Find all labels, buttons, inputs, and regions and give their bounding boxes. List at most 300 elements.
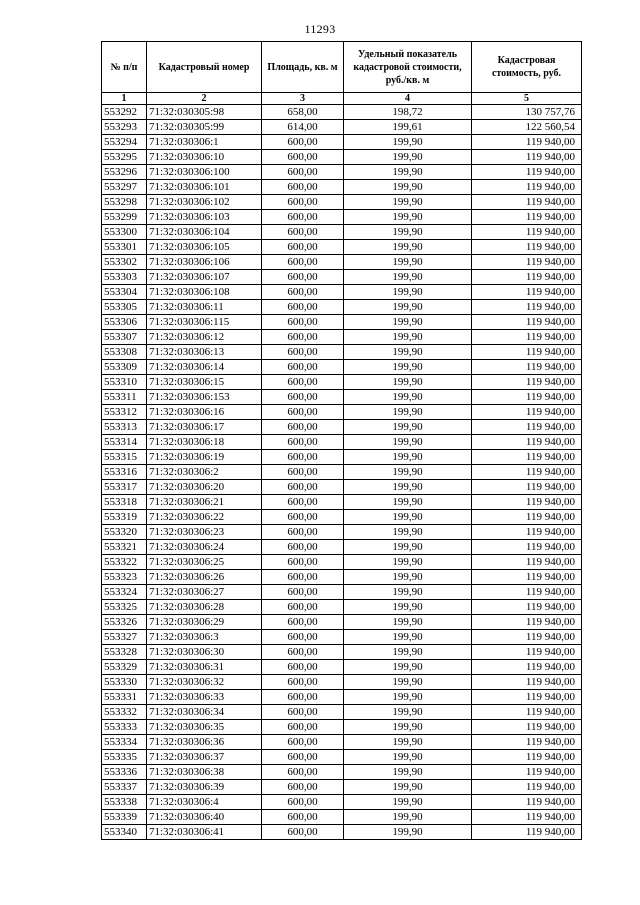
column-number: 3 bbox=[262, 93, 344, 105]
cell-area: 600,00 bbox=[262, 165, 344, 180]
cell-row-number: 553309 bbox=[102, 360, 147, 375]
cell-specific-value: 199,90 bbox=[344, 675, 472, 690]
cell-cadastral-number: 71:32:030306:22 bbox=[147, 510, 262, 525]
cell-specific-value: 199,90 bbox=[344, 345, 472, 360]
cell-specific-value: 198,72 bbox=[344, 105, 472, 120]
cell-specific-value: 199,90 bbox=[344, 150, 472, 165]
cell-row-number: 553308 bbox=[102, 345, 147, 360]
table-row bbox=[102, 525, 582, 540]
cell-area: 600,00 bbox=[262, 270, 344, 285]
cell-specific-value: 199,90 bbox=[344, 285, 472, 300]
cell-specific-value: 199,90 bbox=[344, 555, 472, 570]
table-row bbox=[102, 465, 582, 480]
table-row bbox=[102, 810, 582, 825]
cell-row-number: 553305 bbox=[102, 300, 147, 315]
cell-cadastral-number: 71:32:030306:26 bbox=[147, 570, 262, 585]
table-row bbox=[102, 510, 582, 525]
cell-row-number: 553340 bbox=[102, 825, 147, 840]
cell-area: 600,00 bbox=[262, 285, 344, 300]
cell-cadastral-value: 119 940,00 bbox=[472, 225, 582, 240]
cell-area: 600,00 bbox=[262, 195, 344, 210]
cell-row-number: 553316 bbox=[102, 465, 147, 480]
cell-row-number: 553328 bbox=[102, 645, 147, 660]
cell-specific-value: 199,90 bbox=[344, 720, 472, 735]
table-row bbox=[102, 345, 582, 360]
cell-row-number: 553326 bbox=[102, 615, 147, 630]
cell-specific-value: 199,61 bbox=[344, 120, 472, 135]
cell-row-number: 553332 bbox=[102, 705, 147, 720]
cell-area: 600,00 bbox=[262, 210, 344, 225]
cell-cadastral-value: 119 940,00 bbox=[472, 510, 582, 525]
table-row bbox=[102, 570, 582, 585]
cell-cadastral-value: 119 940,00 bbox=[472, 750, 582, 765]
cell-area: 600,00 bbox=[262, 390, 344, 405]
cell-specific-value: 199,90 bbox=[344, 600, 472, 615]
table-row bbox=[102, 780, 582, 795]
cell-cadastral-value: 119 940,00 bbox=[472, 300, 582, 315]
table-row bbox=[102, 435, 582, 450]
cell-specific-value: 199,90 bbox=[344, 570, 472, 585]
cell-cadastral-value: 119 940,00 bbox=[472, 495, 582, 510]
cell-cadastral-number: 71:32:030306:19 bbox=[147, 450, 262, 465]
cell-specific-value: 199,90 bbox=[344, 330, 472, 345]
table-row bbox=[102, 300, 582, 315]
cell-area: 600,00 bbox=[262, 300, 344, 315]
table-row bbox=[102, 225, 582, 240]
cell-cadastral-value: 119 940,00 bbox=[472, 705, 582, 720]
cell-cadastral-value: 119 940,00 bbox=[472, 405, 582, 420]
cell-area: 600,00 bbox=[262, 375, 344, 390]
table-row bbox=[102, 450, 582, 465]
cell-area: 600,00 bbox=[262, 570, 344, 585]
cell-cadastral-number: 71:32:030306:41 bbox=[147, 825, 262, 840]
cell-cadastral-number: 71:32:030306:16 bbox=[147, 405, 262, 420]
cell-specific-value: 199,90 bbox=[344, 645, 472, 660]
table-row bbox=[102, 165, 582, 180]
cell-specific-value: 199,90 bbox=[344, 390, 472, 405]
table-header-row bbox=[102, 42, 582, 93]
cell-cadastral-number: 71:32:030306:106 bbox=[147, 255, 262, 270]
cell-cadastral-number: 71:32:030306:20 bbox=[147, 480, 262, 495]
cell-row-number: 553304 bbox=[102, 285, 147, 300]
cell-cadastral-value: 119 940,00 bbox=[472, 135, 582, 150]
table-row bbox=[102, 660, 582, 675]
table-row bbox=[102, 675, 582, 690]
cell-row-number: 553324 bbox=[102, 585, 147, 600]
cell-cadastral-value: 119 940,00 bbox=[472, 420, 582, 435]
cell-specific-value: 199,90 bbox=[344, 375, 472, 390]
cell-row-number: 553329 bbox=[102, 660, 147, 675]
table-row bbox=[102, 735, 582, 750]
cell-area: 600,00 bbox=[262, 480, 344, 495]
cell-cadastral-number: 71:32:030306:24 bbox=[147, 540, 262, 555]
cell-cadastral-value: 119 940,00 bbox=[472, 345, 582, 360]
table-row bbox=[102, 180, 582, 195]
table-row bbox=[102, 240, 582, 255]
cell-specific-value: 199,90 bbox=[344, 705, 472, 720]
table-row bbox=[102, 495, 582, 510]
cell-cadastral-value: 119 940,00 bbox=[472, 660, 582, 675]
cell-area: 600,00 bbox=[262, 555, 344, 570]
cell-cadastral-value: 119 940,00 bbox=[472, 555, 582, 570]
cell-row-number: 553294 bbox=[102, 135, 147, 150]
cell-area: 600,00 bbox=[262, 630, 344, 645]
cell-row-number: 553292 bbox=[102, 105, 147, 120]
cell-area: 600,00 bbox=[262, 795, 344, 810]
cell-area: 600,00 bbox=[262, 495, 344, 510]
cell-row-number: 553314 bbox=[102, 435, 147, 450]
cell-row-number: 553303 bbox=[102, 270, 147, 285]
cell-cadastral-value: 119 940,00 bbox=[472, 615, 582, 630]
cell-specific-value: 199,90 bbox=[344, 420, 472, 435]
cell-cadastral-value: 119 940,00 bbox=[472, 240, 582, 255]
cell-cadastral-value: 119 940,00 bbox=[472, 720, 582, 735]
cell-cadastral-number: 71:32:030306:30 bbox=[147, 645, 262, 660]
cell-cadastral-value: 119 940,00 bbox=[472, 270, 582, 285]
cell-row-number: 553301 bbox=[102, 240, 147, 255]
column-number: 5 bbox=[472, 93, 582, 105]
cell-specific-value: 199,90 bbox=[344, 435, 472, 450]
cell-cadastral-number: 71:32:030305:99 bbox=[147, 120, 262, 135]
cell-specific-value: 199,90 bbox=[344, 210, 472, 225]
cell-specific-value: 199,90 bbox=[344, 525, 472, 540]
cell-specific-value: 199,90 bbox=[344, 240, 472, 255]
cell-row-number: 553302 bbox=[102, 255, 147, 270]
table-row bbox=[102, 375, 582, 390]
cell-row-number: 553319 bbox=[102, 510, 147, 525]
cell-row-number: 553299 bbox=[102, 210, 147, 225]
cell-row-number: 553323 bbox=[102, 570, 147, 585]
cell-row-number: 553325 bbox=[102, 600, 147, 615]
cell-cadastral-number: 71:32:030306:18 bbox=[147, 435, 262, 450]
cell-cadastral-value: 119 940,00 bbox=[472, 450, 582, 465]
cell-area: 600,00 bbox=[262, 810, 344, 825]
cell-cadastral-value: 119 940,00 bbox=[472, 375, 582, 390]
cell-cadastral-value: 119 940,00 bbox=[472, 600, 582, 615]
cell-cadastral-number: 71:32:030306:115 bbox=[147, 315, 262, 330]
cell-specific-value: 199,90 bbox=[344, 690, 472, 705]
cell-cadastral-value: 119 940,00 bbox=[472, 645, 582, 660]
cell-row-number: 553317 bbox=[102, 480, 147, 495]
cell-specific-value: 199,90 bbox=[344, 300, 472, 315]
cell-cadastral-number: 71:32:030306:40 bbox=[147, 810, 262, 825]
cell-cadastral-number: 71:32:030306:105 bbox=[147, 240, 262, 255]
cell-row-number: 553320 bbox=[102, 525, 147, 540]
cell-area: 600,00 bbox=[262, 315, 344, 330]
cell-specific-value: 199,90 bbox=[344, 270, 472, 285]
cell-specific-value: 199,90 bbox=[344, 225, 472, 240]
cell-row-number: 553330 bbox=[102, 675, 147, 690]
cell-cadastral-value: 119 940,00 bbox=[472, 525, 582, 540]
cell-specific-value: 199,90 bbox=[344, 480, 472, 495]
cell-specific-value: 199,90 bbox=[344, 360, 472, 375]
cell-cadastral-number: 71:32:030306:2 bbox=[147, 465, 262, 480]
cell-area: 600,00 bbox=[262, 345, 344, 360]
cell-cadastral-value: 119 940,00 bbox=[472, 165, 582, 180]
table-row bbox=[102, 120, 582, 135]
cell-specific-value: 199,90 bbox=[344, 510, 472, 525]
table-row bbox=[102, 285, 582, 300]
cell-cadastral-value: 119 940,00 bbox=[472, 360, 582, 375]
table-row bbox=[102, 825, 582, 840]
cell-area: 600,00 bbox=[262, 720, 344, 735]
cell-cadastral-number: 71:32:030306:33 bbox=[147, 690, 262, 705]
cell-specific-value: 199,90 bbox=[344, 195, 472, 210]
cell-cadastral-number: 71:32:030306:28 bbox=[147, 600, 262, 615]
cell-row-number: 553295 bbox=[102, 150, 147, 165]
table-row bbox=[102, 330, 582, 345]
cell-row-number: 553336 bbox=[102, 765, 147, 780]
cell-cadastral-value: 119 940,00 bbox=[472, 330, 582, 345]
cell-cadastral-value: 119 940,00 bbox=[472, 675, 582, 690]
cell-row-number: 553311 bbox=[102, 390, 147, 405]
cell-area: 600,00 bbox=[262, 600, 344, 615]
cell-row-number: 553327 bbox=[102, 630, 147, 645]
cell-cadastral-value: 119 940,00 bbox=[472, 780, 582, 795]
cell-area: 600,00 bbox=[262, 705, 344, 720]
cell-cadastral-number: 71:32:030306:102 bbox=[147, 195, 262, 210]
cell-row-number: 553293 bbox=[102, 120, 147, 135]
table-row bbox=[102, 255, 582, 270]
cell-specific-value: 199,90 bbox=[344, 735, 472, 750]
cell-cadastral-number: 71:32:030306:39 bbox=[147, 780, 262, 795]
cell-cadastral-number: 71:32:030306:107 bbox=[147, 270, 262, 285]
cell-cadastral-value: 119 940,00 bbox=[472, 255, 582, 270]
cell-row-number: 553321 bbox=[102, 540, 147, 555]
cell-row-number: 553300 bbox=[102, 225, 147, 240]
cell-area: 600,00 bbox=[262, 405, 344, 420]
table-row bbox=[102, 315, 582, 330]
cell-cadastral-number: 71:32:030306:32 bbox=[147, 675, 262, 690]
cell-specific-value: 199,90 bbox=[344, 255, 472, 270]
cell-area: 600,00 bbox=[262, 540, 344, 555]
table-row bbox=[102, 720, 582, 735]
cell-specific-value: 199,90 bbox=[344, 405, 472, 420]
cell-area: 600,00 bbox=[262, 690, 344, 705]
table-row bbox=[102, 540, 582, 555]
cell-cadastral-value: 119 940,00 bbox=[472, 825, 582, 840]
cell-cadastral-value: 119 940,00 bbox=[472, 630, 582, 645]
table-row bbox=[102, 645, 582, 660]
cell-area: 614,00 bbox=[262, 120, 344, 135]
cell-row-number: 553338 bbox=[102, 795, 147, 810]
cell-cadastral-number: 71:32:030306:25 bbox=[147, 555, 262, 570]
cell-area: 600,00 bbox=[262, 675, 344, 690]
cell-row-number: 553313 bbox=[102, 420, 147, 435]
column-number: 4 bbox=[344, 93, 472, 105]
cell-specific-value: 199,90 bbox=[344, 495, 472, 510]
cell-cadastral-value: 119 940,00 bbox=[472, 435, 582, 450]
cell-area: 600,00 bbox=[262, 330, 344, 345]
cell-row-number: 553315 bbox=[102, 450, 147, 465]
cell-specific-value: 199,90 bbox=[344, 165, 472, 180]
column-number-row bbox=[102, 93, 582, 105]
header-cadastral-number: Кадастровый номер bbox=[147, 42, 262, 93]
cell-cadastral-value: 119 940,00 bbox=[472, 390, 582, 405]
cell-cadastral-value: 119 940,00 bbox=[472, 810, 582, 825]
cell-cadastral-number: 71:32:030306:153 bbox=[147, 390, 262, 405]
table-row bbox=[102, 750, 582, 765]
cell-cadastral-value: 119 940,00 bbox=[472, 690, 582, 705]
cell-cadastral-value: 119 940,00 bbox=[472, 795, 582, 810]
header-cadastral-value: Кадастровая стоимость, руб. bbox=[472, 42, 582, 93]
table-row bbox=[102, 360, 582, 375]
cell-area: 600,00 bbox=[262, 180, 344, 195]
cell-cadastral-number: 71:32:030306:1 bbox=[147, 135, 262, 150]
cell-cadastral-number: 71:32:030306:14 bbox=[147, 360, 262, 375]
header-area: Площадь, кв. м bbox=[262, 42, 344, 93]
cell-cadastral-number: 71:32:030306:35 bbox=[147, 720, 262, 735]
table-row bbox=[102, 600, 582, 615]
cell-cadastral-value: 119 940,00 bbox=[472, 585, 582, 600]
cell-specific-value: 199,90 bbox=[344, 465, 472, 480]
cell-cadastral-value: 119 940,00 bbox=[472, 150, 582, 165]
cell-area: 600,00 bbox=[262, 660, 344, 675]
cell-cadastral-value: 119 940,00 bbox=[472, 735, 582, 750]
cell-area: 600,00 bbox=[262, 225, 344, 240]
cell-area: 600,00 bbox=[262, 360, 344, 375]
cell-specific-value: 199,90 bbox=[344, 765, 472, 780]
cell-area: 658,00 bbox=[262, 105, 344, 120]
table-row bbox=[102, 615, 582, 630]
cell-specific-value: 199,90 bbox=[344, 660, 472, 675]
table-row bbox=[102, 705, 582, 720]
table-row bbox=[102, 210, 582, 225]
cell-row-number: 553334 bbox=[102, 735, 147, 750]
cell-row-number: 553331 bbox=[102, 690, 147, 705]
cell-cadastral-number: 71:32:030306:103 bbox=[147, 210, 262, 225]
cell-row-number: 553322 bbox=[102, 555, 147, 570]
cell-cadastral-number: 71:32:030306:3 bbox=[147, 630, 262, 645]
cell-cadastral-value: 122 560,54 bbox=[472, 120, 582, 135]
cell-cadastral-number: 71:32:030306:36 bbox=[147, 735, 262, 750]
cell-area: 600,00 bbox=[262, 645, 344, 660]
table-row bbox=[102, 420, 582, 435]
cell-row-number: 553337 bbox=[102, 780, 147, 795]
cell-cadastral-value: 119 940,00 bbox=[472, 480, 582, 495]
table-row bbox=[102, 270, 582, 285]
cell-specific-value: 199,90 bbox=[344, 780, 472, 795]
cell-specific-value: 199,90 bbox=[344, 135, 472, 150]
cell-cadastral-value: 130 757,76 bbox=[472, 105, 582, 120]
cell-area: 600,00 bbox=[262, 135, 344, 150]
cell-row-number: 553333 bbox=[102, 720, 147, 735]
table-row bbox=[102, 555, 582, 570]
cell-specific-value: 199,90 bbox=[344, 795, 472, 810]
cell-area: 600,00 bbox=[262, 750, 344, 765]
cell-cadastral-number: 71:32:030306:38 bbox=[147, 765, 262, 780]
cell-row-number: 553310 bbox=[102, 375, 147, 390]
cell-row-number: 553307 bbox=[102, 330, 147, 345]
column-number: 2 bbox=[147, 93, 262, 105]
cell-cadastral-number: 71:32:030306:11 bbox=[147, 300, 262, 315]
table-row bbox=[102, 690, 582, 705]
cell-specific-value: 199,90 bbox=[344, 180, 472, 195]
cell-cadastral-number: 71:32:030306:100 bbox=[147, 165, 262, 180]
cell-cadastral-value: 119 940,00 bbox=[472, 570, 582, 585]
cell-cadastral-number: 71:32:030306:108 bbox=[147, 285, 262, 300]
cell-cadastral-value: 119 940,00 bbox=[472, 285, 582, 300]
cell-cadastral-number: 71:32:030306:15 bbox=[147, 375, 262, 390]
cell-area: 600,00 bbox=[262, 780, 344, 795]
table-row bbox=[102, 150, 582, 165]
table-row bbox=[102, 135, 582, 150]
cell-row-number: 553298 bbox=[102, 195, 147, 210]
cell-row-number: 553318 bbox=[102, 495, 147, 510]
cell-cadastral-value: 119 940,00 bbox=[472, 210, 582, 225]
cell-cadastral-number: 71:32:030306:37 bbox=[147, 750, 262, 765]
cell-specific-value: 199,90 bbox=[344, 540, 472, 555]
cell-specific-value: 199,90 bbox=[344, 315, 472, 330]
cell-cadastral-number: 71:32:030306:34 bbox=[147, 705, 262, 720]
cell-cadastral-number: 71:32:030306:13 bbox=[147, 345, 262, 360]
cell-cadastral-number: 71:32:030306:4 bbox=[147, 795, 262, 810]
cell-cadastral-value: 119 940,00 bbox=[472, 765, 582, 780]
cell-specific-value: 199,90 bbox=[344, 450, 472, 465]
table-row bbox=[102, 480, 582, 495]
cell-area: 600,00 bbox=[262, 615, 344, 630]
cell-specific-value: 199,90 bbox=[344, 630, 472, 645]
cell-row-number: 553339 bbox=[102, 810, 147, 825]
table-row bbox=[102, 795, 582, 810]
cell-area: 600,00 bbox=[262, 735, 344, 750]
cell-row-number: 553306 bbox=[102, 315, 147, 330]
cell-row-number: 553296 bbox=[102, 165, 147, 180]
table-row bbox=[102, 765, 582, 780]
cell-area: 600,00 bbox=[262, 510, 344, 525]
cell-area: 600,00 bbox=[262, 150, 344, 165]
cell-cadastral-number: 71:32:030306:23 bbox=[147, 525, 262, 540]
cell-cadastral-number: 71:32:030306:29 bbox=[147, 615, 262, 630]
cell-area: 600,00 bbox=[262, 255, 344, 270]
table-row bbox=[102, 585, 582, 600]
table-row bbox=[102, 405, 582, 420]
header-specific-value: Удельный показатель кадастровой стоимости, руб./кв. м bbox=[344, 42, 472, 93]
cell-area: 600,00 bbox=[262, 465, 344, 480]
cell-specific-value: 199,90 bbox=[344, 615, 472, 630]
cell-row-number: 553335 bbox=[102, 750, 147, 765]
cell-specific-value: 199,90 bbox=[344, 825, 472, 840]
cell-cadastral-number: 71:32:030306:17 bbox=[147, 420, 262, 435]
page-number: 11293 bbox=[304, 22, 336, 36]
cell-cadastral-number: 71:32:030306:10 bbox=[147, 150, 262, 165]
cell-row-number: 553312 bbox=[102, 405, 147, 420]
cell-cadastral-value: 119 940,00 bbox=[472, 540, 582, 555]
cell-area: 600,00 bbox=[262, 435, 344, 450]
cell-area: 600,00 bbox=[262, 420, 344, 435]
cell-area: 600,00 bbox=[262, 450, 344, 465]
cell-cadastral-value: 119 940,00 bbox=[472, 195, 582, 210]
header-row-number: № п/п bbox=[102, 42, 147, 93]
table-row bbox=[102, 105, 582, 120]
cell-cadastral-number: 71:32:030306:31 bbox=[147, 660, 262, 675]
cell-specific-value: 199,90 bbox=[344, 750, 472, 765]
cell-cadastral-number: 71:32:030306:101 bbox=[147, 180, 262, 195]
cell-cadastral-number: 71:32:030306:12 bbox=[147, 330, 262, 345]
cell-specific-value: 199,90 bbox=[344, 585, 472, 600]
cell-specific-value: 199,90 bbox=[344, 810, 472, 825]
cell-row-number: 553297 bbox=[102, 180, 147, 195]
cell-cadastral-number: 71:32:030305:98 bbox=[147, 105, 262, 120]
cell-area: 600,00 bbox=[262, 765, 344, 780]
table-row bbox=[102, 630, 582, 645]
cell-cadastral-value: 119 940,00 bbox=[472, 180, 582, 195]
cell-area: 600,00 bbox=[262, 240, 344, 255]
table-row bbox=[102, 195, 582, 210]
cell-cadastral-value: 119 940,00 bbox=[472, 465, 582, 480]
cell-area: 600,00 bbox=[262, 825, 344, 840]
cadastral-table bbox=[101, 41, 582, 840]
